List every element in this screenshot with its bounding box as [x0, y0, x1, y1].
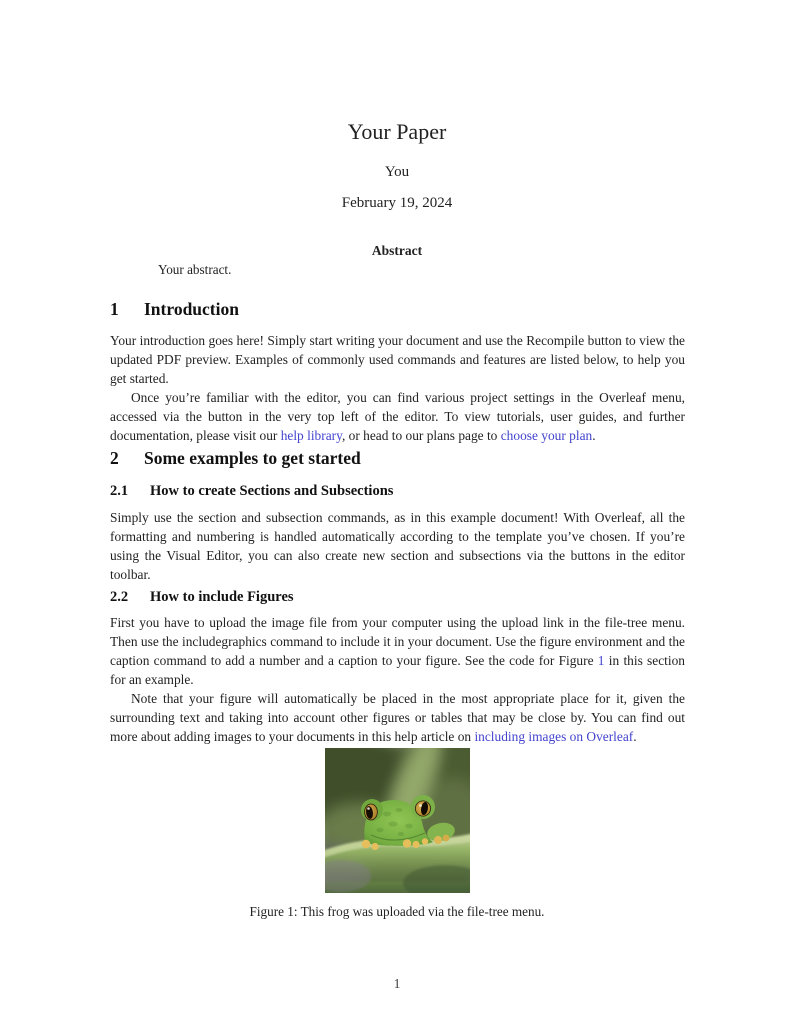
frog-photo-illustration	[325, 748, 470, 893]
section-number: 2.1	[110, 483, 129, 499]
paper-title: Your Paper	[347, 119, 447, 144]
text-run: .	[592, 428, 596, 443]
text-run: First you have to upload the image file from your computer using the upload link in the file-tree menu. Then use the includegraphics command to include it in your document. Use the figure environment and the caption command to add a number and a caption to your figure. See the code for Figure	[110, 615, 685, 668]
inline-link[interactable]: 1	[597, 653, 605, 668]
paper-date: February 19, 2024	[341, 195, 453, 211]
section-heading-introduction	[110, 299, 685, 320]
figure-caption: Figure 1: This frog was uploaded via the file-tree menu.	[249, 904, 545, 919]
subsection-figures-body	[110, 613, 685, 746]
figure-image	[325, 748, 470, 893]
subsection-heading-sections	[110, 483, 685, 500]
abstract-body: Your abstract.	[158, 262, 232, 277]
paragraph	[110, 613, 685, 689]
text-run: in this section for an example.	[110, 653, 685, 687]
section-title: How to create Sections and Subsections	[150, 483, 394, 499]
subsection-heading-figures	[110, 589, 685, 606]
section-number: 2	[110, 448, 119, 468]
subsection-sections-body	[110, 508, 685, 584]
abstract-heading: Abstract	[371, 243, 423, 258]
paragraph	[110, 388, 685, 445]
text-run: , or head to our plans page to	[341, 428, 501, 443]
inline-link[interactable]: choose your plan	[500, 428, 593, 443]
text-run: Once you’re familiar with the editor, you can find various project settings in the Overleaf menu, accessed via the button in the very top left of the editor. To view tutorials, user guides, and further documentation, please visit our	[110, 390, 685, 443]
section-number: 1	[110, 299, 119, 319]
inline-link[interactable]: including images on Overleaf	[474, 729, 634, 744]
section-number: 2.2	[110, 589, 129, 605]
inline-link[interactable]: help library	[280, 428, 342, 443]
paragraph	[110, 689, 685, 746]
section-title: Some examples to get started	[144, 448, 361, 468]
paper-author: You	[384, 164, 410, 180]
section-heading-examples	[110, 448, 685, 469]
section-title: Introduction	[144, 299, 239, 319]
text-run: Simply use the section and subsection commands, as in this example document! With Overleaf, all the formatting and numbering is handled automatically according to the template you’ve chosen. If you’re using the Visual Editor, you can also create new section and subsections via the buttons in the editor toolbar.	[110, 510, 685, 582]
introduction-body	[110, 331, 685, 445]
paragraph	[110, 331, 685, 388]
page-number: 1	[393, 976, 401, 991]
text-run: .	[633, 729, 637, 744]
section-title: How to include Figures	[150, 589, 294, 605]
paragraph	[110, 508, 685, 584]
text-run: Note that your figure will automatically be placed in the most appropriate place for it, given the surrounding text and taking into account other figures or tables that may be close by. You can find out more about adding images to your documents in this help article on	[110, 691, 685, 744]
text-run: Your introduction goes here! Simply start writing your document and use the Recompile button to view the updated PDF preview. Examples of commonly used commands and features are listed below, to help you get started.	[110, 333, 685, 386]
